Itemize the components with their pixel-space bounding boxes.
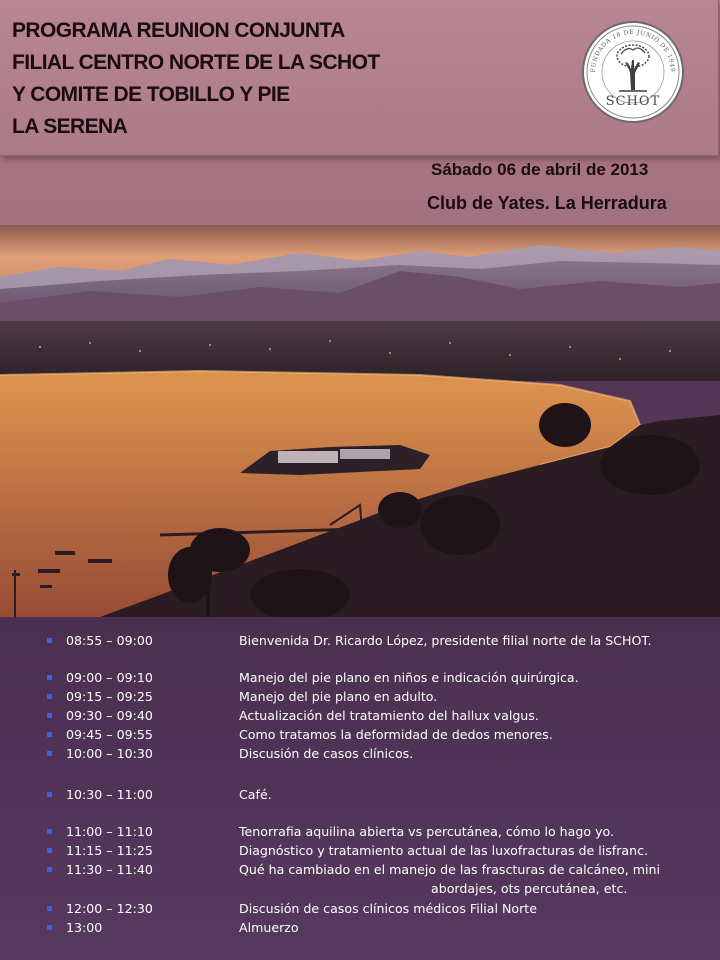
schedule-text: Discusión de casos clínicos. bbox=[239, 746, 414, 761]
schedule-item bbox=[0, 633, 720, 651]
bullet-icon bbox=[47, 906, 52, 911]
schedule-item bbox=[0, 727, 720, 745]
event-date: Sábado 06 de abril de 2013 bbox=[431, 160, 649, 179]
schedule-text: Almuerzo bbox=[239, 920, 299, 935]
schedule-text: Actualización del tratamiento del hallux valgus. bbox=[239, 708, 539, 723]
schedule-time: 12:00 – 12:30 bbox=[66, 901, 153, 916]
schedule-time: 10:30 – 11:00 bbox=[66, 787, 153, 802]
schedule-text: Café. bbox=[239, 787, 272, 802]
bullet-icon bbox=[47, 829, 52, 834]
bullet-icon bbox=[47, 848, 52, 853]
schedule-text: Manejo del pie plano en niños e indicación quirúrgica. bbox=[239, 670, 579, 685]
schedule-item bbox=[0, 843, 720, 861]
bay-sunset-photo bbox=[0, 225, 720, 617]
schedule-item bbox=[0, 689, 720, 707]
bullet-icon bbox=[47, 694, 52, 699]
schedule-time: 11:30 – 11:40 bbox=[66, 862, 153, 877]
schedule-text-continuation: abordajes, ots percutánea, etc. bbox=[431, 881, 628, 896]
schedule-time: 08:55 – 09:00 bbox=[66, 633, 153, 648]
schedule-text: Tenorrafia aquilina abierta vs percutánea, cómo lo hago yo. bbox=[239, 824, 615, 839]
bullet-icon bbox=[47, 732, 52, 737]
schedule-text: Como tratamos la deformidad de dedos menores. bbox=[239, 727, 553, 742]
event-venue: Club de Yates. La Herradura bbox=[427, 193, 667, 213]
schedule-time: 09:30 – 09:40 bbox=[66, 708, 153, 723]
bullet-icon bbox=[47, 675, 52, 680]
bullet-icon bbox=[47, 638, 52, 643]
schedule-time: 11:15 – 11:25 bbox=[66, 843, 153, 858]
bullet-icon bbox=[47, 751, 52, 756]
schedule-item bbox=[0, 746, 720, 764]
logo-ring-text: FUNDADA 18 DE JUNIO DE 1949 bbox=[589, 28, 677, 73]
title-line-3: Y COMITE DE TOBILLO Y PIE bbox=[12, 83, 290, 106]
schedule-text: Manejo del pie plano en adulto. bbox=[239, 689, 438, 704]
logo-name: SCHOT bbox=[605, 94, 661, 109]
schedule-time: 09:45 – 09:55 bbox=[66, 727, 153, 742]
schedule-item bbox=[0, 787, 720, 805]
header-band bbox=[0, 0, 720, 225]
bullet-icon bbox=[47, 925, 52, 930]
schedule-item bbox=[0, 901, 720, 919]
schedule-list bbox=[0, 617, 720, 960]
schedule-time: 11:00 – 11:10 bbox=[66, 824, 153, 839]
schedule-text: Bienvenida Dr. Ricardo López, presidente filial norte de la SCHOT. bbox=[239, 633, 652, 648]
title-line-1: PROGRAMA REUNION CONJUNTA bbox=[12, 19, 345, 42]
title-line-4: LA SERENA bbox=[12, 115, 128, 138]
title-line-2: FILIAL CENTRO NORTE DE LA SCHOT bbox=[12, 51, 380, 74]
schedule-text: Diagnóstico y tratamiento actual de las luxofracturas de lisfranc. bbox=[239, 843, 649, 858]
bullet-icon bbox=[47, 713, 52, 718]
bullet-icon bbox=[47, 867, 52, 872]
schedule-item bbox=[0, 708, 720, 726]
schedule-item-continuation bbox=[0, 881, 720, 899]
schedule-item bbox=[0, 862, 720, 880]
schedule-text: Discusión de casos clínicos médicos Filial Norte bbox=[239, 901, 537, 916]
schedule-item bbox=[0, 824, 720, 842]
schedule-item bbox=[0, 920, 720, 938]
schedule-text: Qué ha cambiado en el manejo de las frascturas de calcáneo, mini bbox=[239, 862, 661, 877]
schedule-time: 10:00 – 10:30 bbox=[66, 746, 153, 761]
title-box bbox=[0, 0, 719, 156]
bullet-icon bbox=[47, 792, 52, 797]
schedule-time: 09:00 – 09:10 bbox=[66, 670, 153, 685]
schedule-time: 13:00 bbox=[66, 920, 103, 935]
schedule-item bbox=[0, 670, 720, 688]
schedule-time: 09:15 – 09:25 bbox=[66, 689, 153, 704]
schot-logo bbox=[581, 20, 685, 124]
